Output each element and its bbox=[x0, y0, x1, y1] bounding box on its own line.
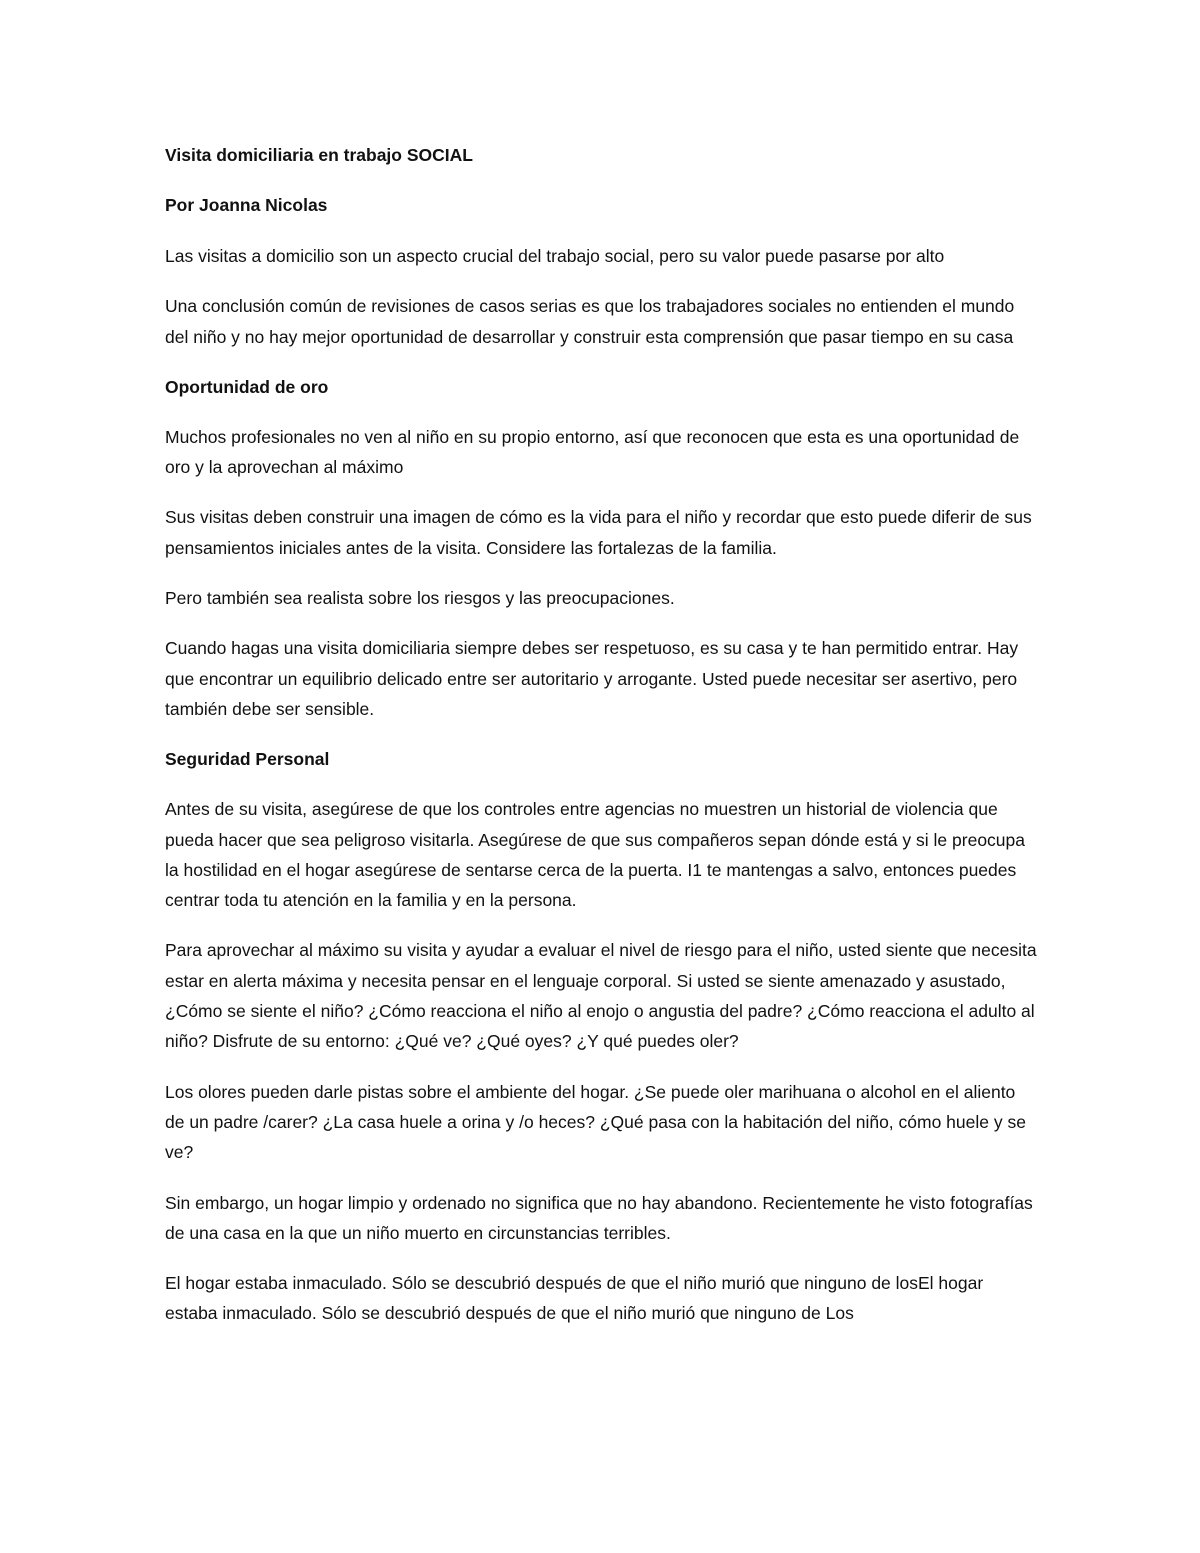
paragraph-olores: Los olores pueden darle pistas sobre el ambiente del hogar. ¿Se puede oler marihuana o alcohol en el aliento de un padre /carer? ¿La casa huele a orina y /o heces? ¿Qué pasa con la habitación del niño, cómo huele y se ve? bbox=[165, 1081, 1026, 1163]
document-body bbox=[165, 140, 1037, 1349]
paragraph-realista: Pero también sea realista sobre los riesgos y las preocupaciones. bbox=[165, 588, 675, 609]
paragraph-inmaculado: El hogar estaba inmaculado. Sólo se descubrió después de que el niño murió que ninguno de losEl hogar estaba inmaculado. Sólo se descubrió después de que el niño murió que ninguno de Los bbox=[165, 1273, 984, 1324]
section-heading-oportunidad: Oportunidad de oro bbox=[165, 376, 329, 397]
paragraph-antes-visita: Antes de su visita, asegúrese de que los controles entre agencias no muestren un historial de violencia que pueda hacer que sea peligroso visitarla. Asegúrese de que sus compañeros sepan dónde está y si le preocupa la hostilidad en el hogar asegúrese de sentarse cerca de la puerta. I1 te mantengas a salvo, entonces puedes centrar toda tu atención en la familia y en la persona. bbox=[165, 799, 1026, 911]
paragraph-respetuoso: Cuando hagas una visita domiciliaria siempre debes ser respetuoso, es su casa y te han permitido entrar. Hay que encontrar un equilibrio delicado entre ser autoritario y arrogante. Usted puede necesitar ser asertivo, pero también debe ser sensible. bbox=[165, 638, 1019, 719]
paragraph-intro: Las visitas a domicilio son un aspecto crucial del trabajo social, pero su valor puede pasarse por alto bbox=[165, 246, 945, 266]
document-title: Visita domiciliaria en trabajo SOCIAL bbox=[165, 145, 473, 165]
paragraph-visitas-imagen: Sus visitas deben construir una imagen de cómo es la vida para el niño y recordar que esto puede diferir de sus pensamientos iniciales antes de la visita. Considere las fortalezas de la familia. bbox=[165, 507, 1032, 558]
section-heading-seguridad: Seguridad Personal bbox=[165, 749, 330, 770]
paragraph-hogar-limpio: Sin embargo, un hogar limpio y ordenado no significa que no hay abandono. Recientemente he visto fotografías de una casa en la que un niño muerto en circunstancias terribles. bbox=[165, 1192, 1033, 1243]
paragraph-profesionales: Muchos profesionales no ven al niño en su propio entorno, así que reconocen que esta es una oportunidad de oro y la aprovechan al máximo bbox=[165, 426, 1020, 478]
paragraph-conclusion: Una conclusión común de revisiones de casos serias es que los trabajadores sociales no entienden el mundo del niño y no hay mejor oportunidad de desarrollar y construir esta comprensión que pasar tiempo en su casa bbox=[165, 296, 1015, 347]
document-author: Por Joanna Nicolas bbox=[165, 195, 328, 215]
paragraph-alerta: Para aprovechar al máximo su visita y ayudar a evaluar el nivel de riesgo para el niño, usted siente que necesita estar en alerta máxima y necesita pensar en el lenguaje corporal. Si usted se siente amenazado y asustado, ¿Cómo se siente el niño? ¿Cómo reacciona el niño al enojo o angustia del padre? ¿Cómo reacciona el adulto al niño? Disfrute de su entorno: ¿Qué ve? ¿Qué oyes? ¿Y qué puedes oler? bbox=[165, 940, 1037, 1052]
